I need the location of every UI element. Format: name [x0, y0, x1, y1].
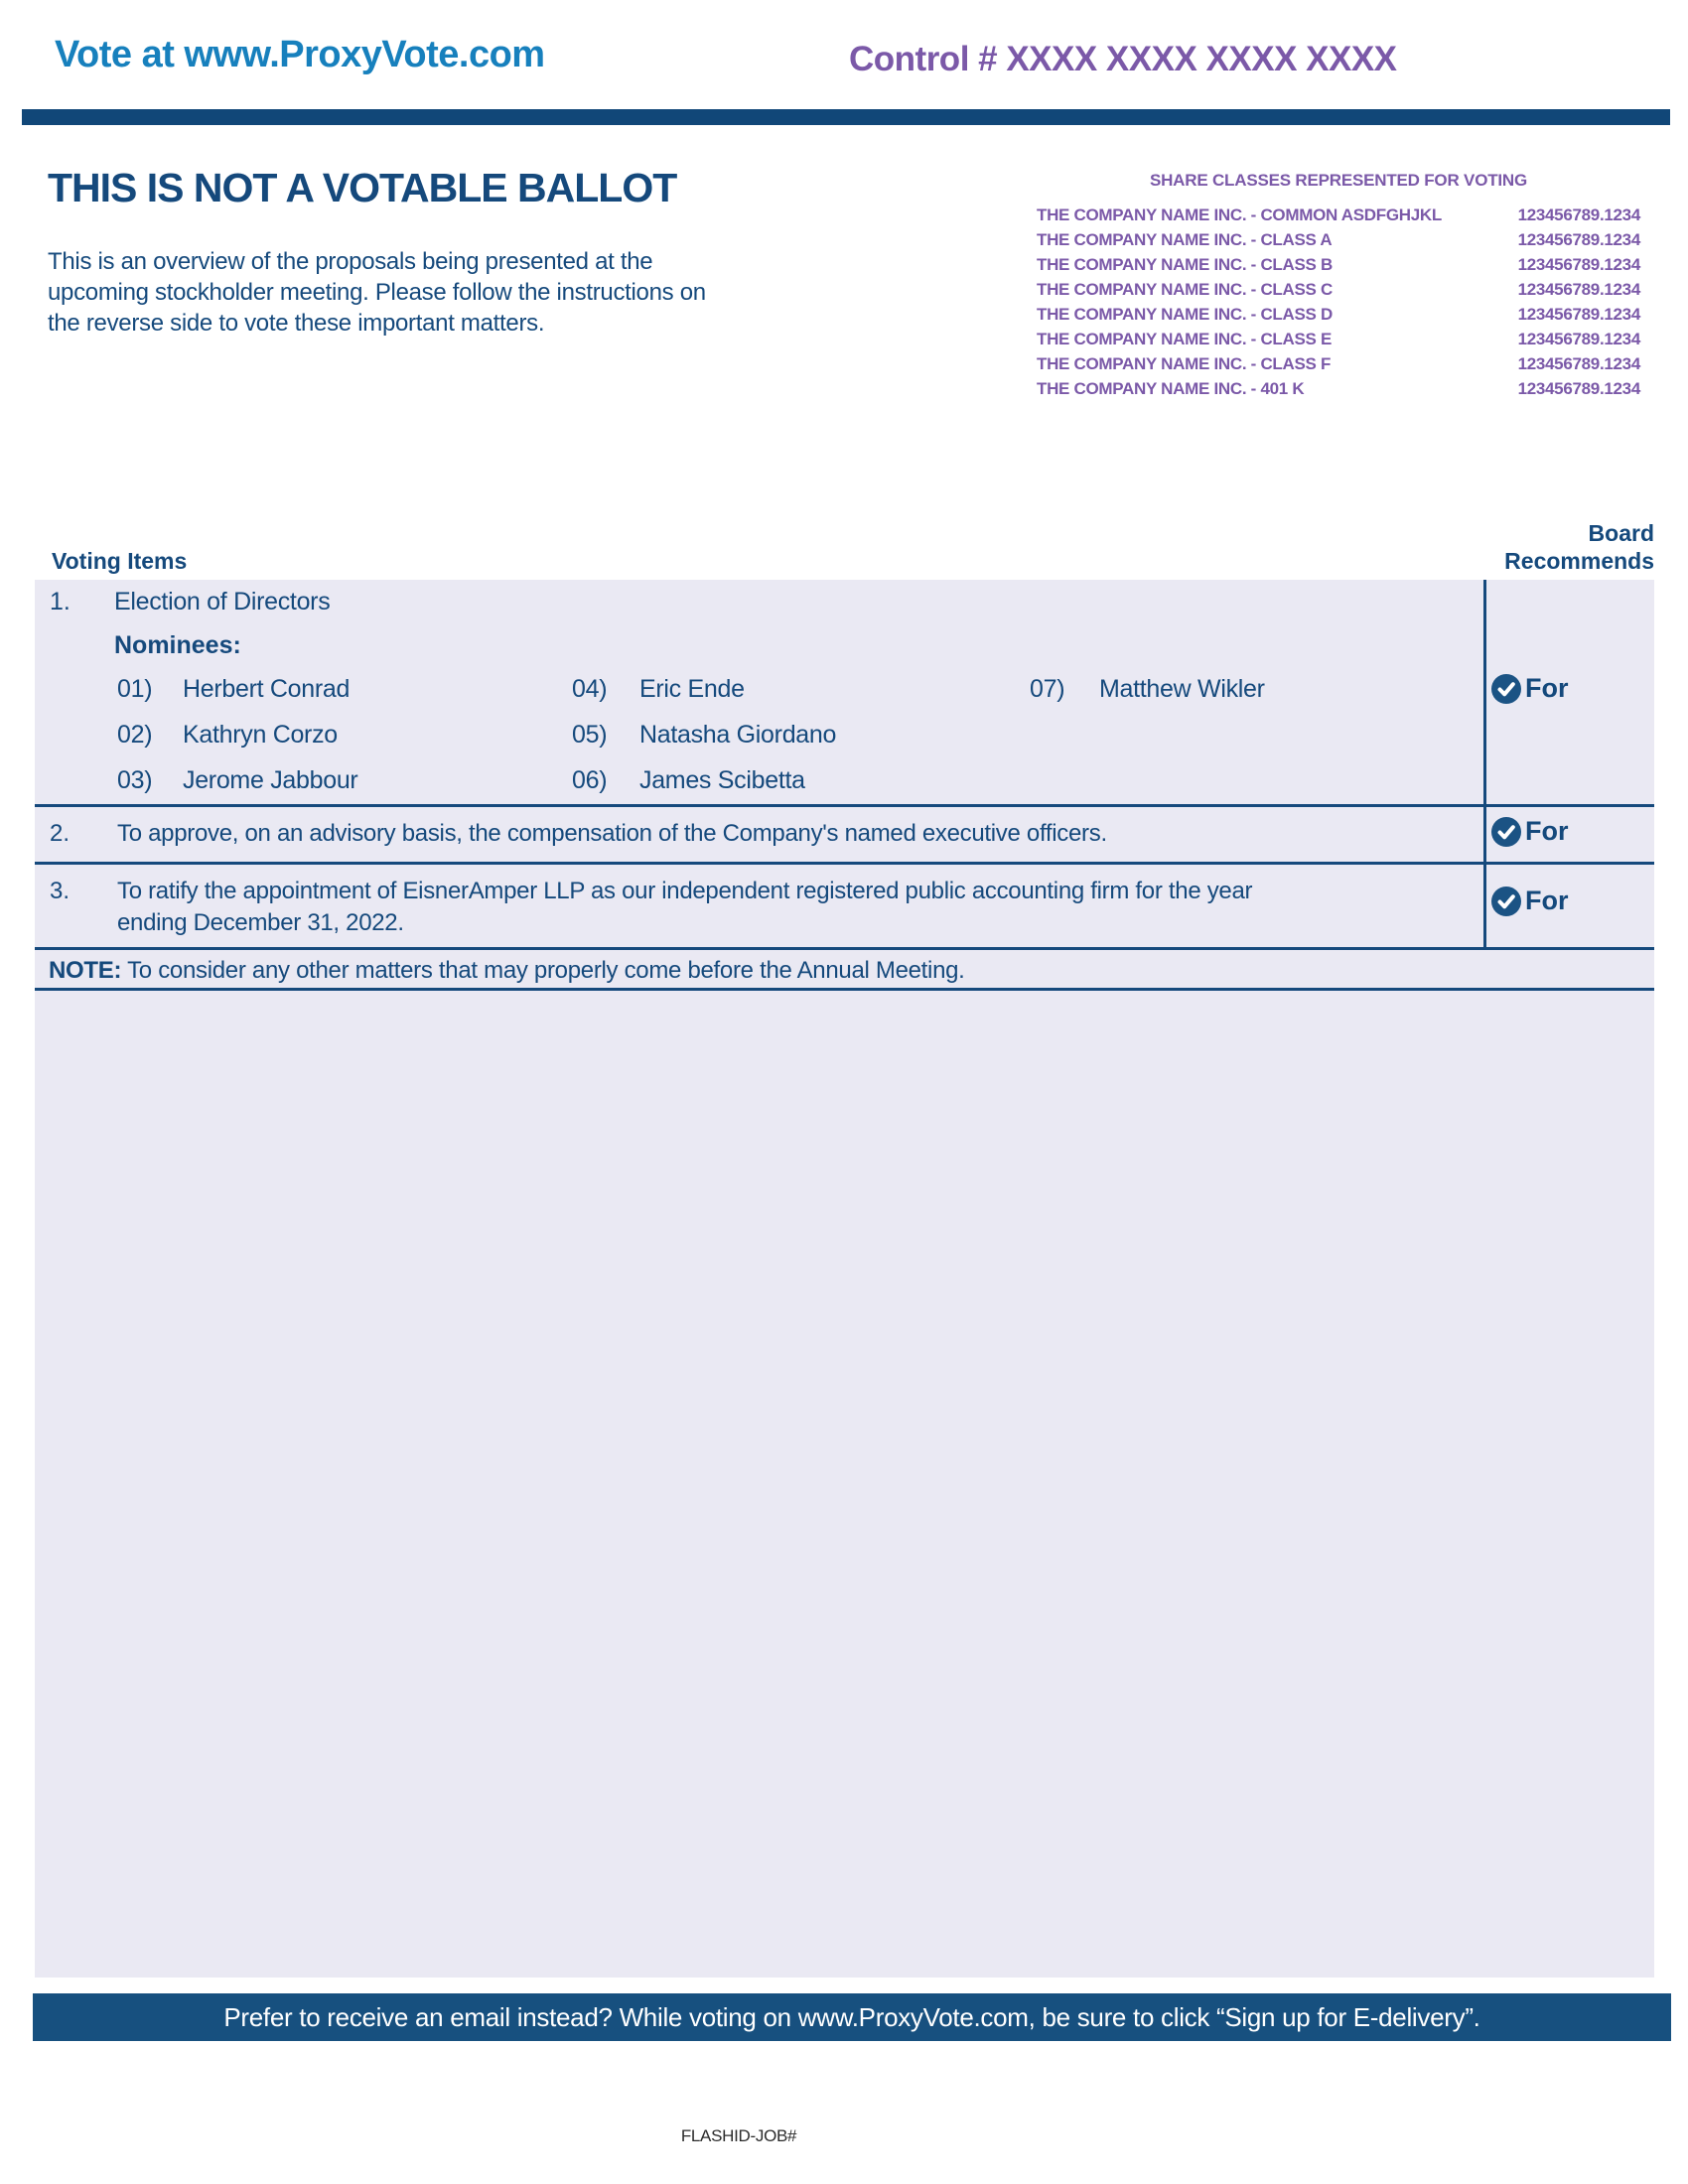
nominee-name: Eric Ende	[639, 675, 745, 703]
nominee	[572, 766, 805, 795]
item-1-title: Election of Directors	[114, 588, 331, 615]
nominees-label: Nominees:	[114, 631, 241, 659]
share-class-name: THE COMPANY NAME INC. - COMMON ASDFGHJKL	[1037, 205, 1442, 224]
recommendation-label: For	[1525, 673, 1569, 703]
nominee-name: James Scibetta	[639, 766, 805, 794]
nominee	[572, 675, 745, 704]
board-recommends-label: Board	[1588, 520, 1654, 546]
nominee-number: 06)	[572, 766, 608, 794]
share-class-row	[1037, 277, 1640, 302]
share-class-row	[1037, 327, 1640, 351]
flash-id-label: FLASHID-JOB#	[680, 2126, 797, 2145]
share-class-row	[1037, 302, 1640, 327]
check-circle-icon	[1491, 887, 1521, 916]
nominee	[572, 721, 836, 750]
share-class-name: THE COMPANY NAME INC. - CLASS F	[1037, 354, 1332, 373]
recommendation-cell	[1491, 886, 1569, 916]
share-class-row	[1037, 203, 1640, 227]
nominee-number: 01)	[117, 675, 153, 703]
row-divider	[35, 988, 1654, 991]
intro-paragraph-line: This is an overview of the proposals being presented at the	[48, 248, 653, 275]
voting-items-label: Voting Items	[52, 548, 188, 574]
share-class-row	[1037, 252, 1640, 277]
vote-url-link[interactable]: Vote at www.ProxyVote.com	[55, 34, 545, 75]
recommendation-cell	[1491, 816, 1569, 847]
nominee-name: Natasha Giordano	[639, 721, 837, 749]
item-number: 1.	[50, 588, 70, 615]
share-class-row	[1037, 376, 1640, 401]
recommendation-label: For	[1525, 886, 1569, 915]
row-divider	[35, 947, 1654, 950]
nominee-number: 03)	[117, 766, 153, 794]
share-class-name: THE COMPANY NAME INC. - 401 K	[1037, 379, 1305, 398]
share-class-amount: 123456789.1234	[1517, 205, 1640, 224]
note-row	[49, 957, 965, 985]
share-class-amount: 123456789.1234	[1517, 354, 1640, 373]
nominee	[117, 766, 357, 795]
share-class-name: THE COMPANY NAME INC. - CLASS E	[1037, 330, 1333, 348]
nominee	[117, 675, 350, 704]
share-class-name: THE COMPANY NAME INC. - CLASS A	[1037, 230, 1333, 249]
intro-paragraph-line: the reverse side to vote these important matters.	[48, 310, 545, 337]
share-class-name: THE COMPANY NAME INC. - CLASS B	[1037, 255, 1333, 274]
item-2-text: To approve, on an advisory basis, the compensation of the Company's named executive officers.	[117, 820, 1107, 847]
share-class-amount: 123456789.1234	[1517, 280, 1640, 299]
nominee-name: Kathryn Corzo	[183, 721, 338, 749]
nominee-name: Matthew Wikler	[1099, 675, 1265, 703]
nominee	[1030, 675, 1265, 704]
row-divider	[35, 862, 1654, 865]
header-divider	[22, 109, 1670, 125]
item-3-text-line: ending December 31, 2022.	[117, 909, 404, 936]
share-class-amount: 123456789.1234	[1517, 230, 1640, 249]
item-number: 3.	[50, 878, 70, 904]
note-text: To consider any other matters that may properly come before the Annual Meeting.	[121, 957, 965, 984]
share-class-amount: 123456789.1234	[1517, 379, 1640, 398]
recommendation-cell	[1491, 673, 1569, 704]
share-class-amount: 123456789.1234	[1517, 330, 1640, 348]
share-class-row	[1037, 351, 1640, 376]
intro-paragraph-line: upcoming stockholder meeting. Please follow the instructions on	[48, 279, 706, 306]
nominee-name: Jerome Jabbour	[183, 766, 358, 794]
share-class-amount: 123456789.1234	[1517, 305, 1640, 324]
share-class-amount: 123456789.1234	[1517, 255, 1640, 274]
nominee-number: 02)	[117, 721, 153, 749]
note-label: NOTE:	[49, 957, 122, 984]
page-title: THIS IS NOT A VOTABLE BALLOT	[48, 165, 677, 210]
board-recommends-label: Recommends	[1504, 548, 1654, 574]
recommendation-label: For	[1525, 816, 1569, 846]
check-circle-icon	[1491, 817, 1521, 847]
nominee-name: Herbert Conrad	[183, 675, 351, 703]
edelivery-banner: Prefer to receive an email instead? While voting on www.ProxyVote.com, be sure to click “Sign up for E-delivery”.	[33, 1993, 1671, 2041]
share-class-name: THE COMPANY NAME INC. - CLASS C	[1037, 280, 1333, 299]
share-class-name: THE COMPANY NAME INC. - CLASS D	[1037, 305, 1333, 324]
row-divider	[35, 804, 1654, 807]
nominee-number: 05)	[572, 721, 608, 749]
recommends-column-divider	[1483, 580, 1486, 947]
nominee	[117, 721, 338, 750]
share-classes-panel	[1037, 171, 1640, 401]
check-circle-icon	[1491, 674, 1521, 704]
share-class-row	[1037, 227, 1640, 252]
item-number: 2.	[50, 820, 70, 847]
share-classes-heading: SHARE CLASSES REPRESENTED FOR VOTING	[1149, 171, 1528, 190]
nominee-number: 07)	[1030, 675, 1065, 703]
nominee-number: 04)	[572, 675, 608, 703]
control-number: Control # XXXX XXXX XXXX XXXX	[849, 40, 1397, 78]
item-3-text-line: To ratify the appointment of EisnerAmper LLP as our independent registered public accounting firm for the year	[117, 878, 1253, 904]
